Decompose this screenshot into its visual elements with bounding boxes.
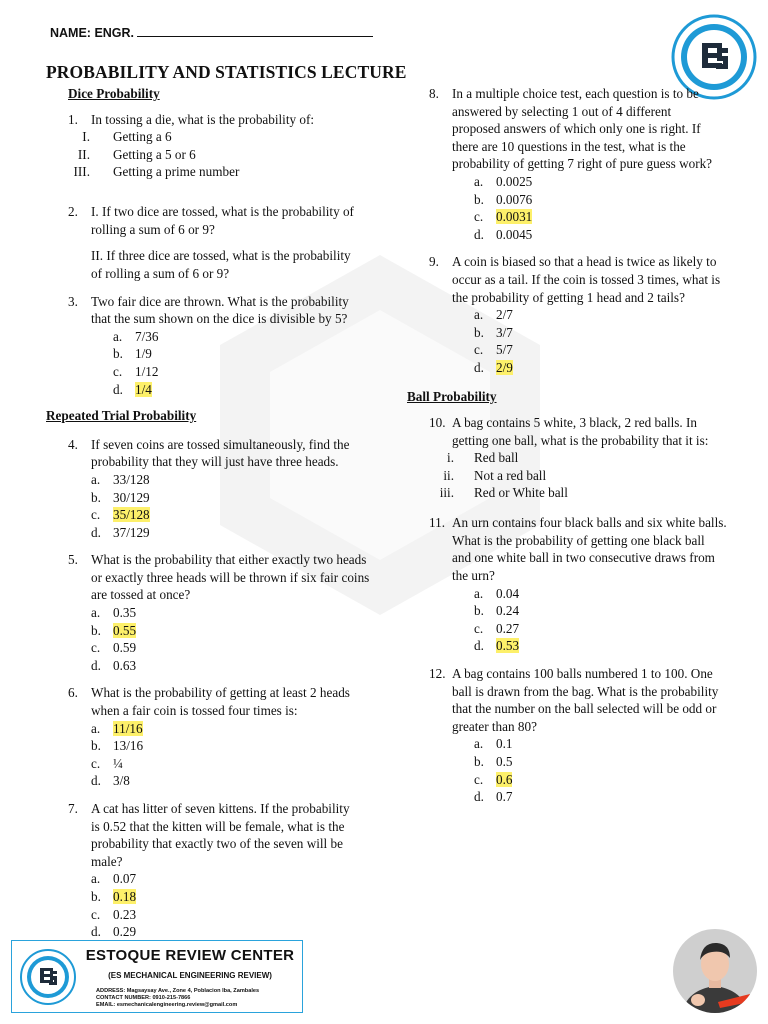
- question-3: 3. Two fair dice are thrown. What is the probability that the sum shown on the dice is divisible by 5? a. 7/36 b. 1/9 c. 1/12 d. 1/4: [46, 293, 369, 399]
- name-blank-line[interactable]: [137, 24, 373, 37]
- question-7: 7. A cat has litter of seven kittens. If the probability is 0.52 that the kitten will be female, what is the probability that exactly two of the seven will be male? a. 0.07 b. 0.18 c. 0.23 d. 0.29: [46, 800, 356, 941]
- section-dice-probability: Dice Probability: [68, 86, 160, 101]
- option-b[interactable]: b. 0.5: [474, 754, 513, 769]
- es-footer-logo-icon: [20, 949, 76, 1005]
- option-d[interactable]: d. 0.63: [91, 657, 137, 673]
- email: EMAIL: esmechanicalengineering.review@gmail.com: [96, 1001, 238, 1008]
- question-1-items: I. Getting a 6 II. Getting a 5 or 6 III. Getting a prime number: [73, 129, 240, 180]
- highlighted-answer: 0.18: [113, 888, 137, 904]
- question-9: 9. A coin is biased so that a head is twice as likely to occur as a tail. If the coin is tossed 3 times, what is the probability of getting 1 head and 2 tails? a. 2/7 b. 3/7 c. 5/7 d. 2/9: [407, 253, 727, 376]
- option-c[interactable]: c. 0.59: [91, 640, 137, 656]
- contact-number: CONTACT NUMBER: 0910-215-7866: [96, 994, 191, 1001]
- option-d[interactable]: d. 3/8: [91, 773, 130, 789]
- option-a[interactable]: a. 2/7: [474, 307, 513, 323]
- center-subtitle: (ES MECHANICAL ENGINEERING REVIEW): [108, 970, 272, 980]
- option-a[interactable]: a. 0.04: [474, 585, 520, 601]
- address: ADDRESS: Magsaysay Ave., Zone 4, Poblacion Iba, Zambales: [96, 988, 260, 995]
- question-text: A bag contains 5 white, 3 black, 2 red balls. In getting one ball, what is the probability that it is:: [452, 415, 709, 448]
- highlighted-answer: 11/16: [113, 720, 143, 736]
- option-a[interactable]: a. 0.07: [91, 871, 137, 887]
- question-text: What is the probability that either exactly two heads or exactly three heads will be thrown if six fair coins are tossed at once?: [91, 552, 370, 603]
- option-a[interactable]: a. 0.0025: [474, 173, 533, 189]
- option-c[interactable]: c. ¼: [91, 755, 123, 771]
- option-c[interactable]: c. 1/12: [113, 363, 159, 379]
- question-text: A bag contains 100 balls numbered 1 to 100. One ball is drawn from the bag. What is the probability that the number on the ball selected will be odd or greater than 80?: [452, 666, 719, 734]
- highlighted-answer: 35/128: [113, 507, 150, 523]
- option-d[interactable]: d. 0.29: [91, 924, 137, 940]
- option-b[interactable]: b. 0.18: [91, 888, 137, 904]
- question-4: 4. If seven coins are tossed simultaneously, find the probability that they will just have three heads. a. 33/128 b. 30/129 c. 35/128 d. 37/129: [68, 436, 350, 540]
- question-text: An urn contains four black balls and six white balls. What is the probability of getting one black ball and one white ball in two consecutive draws from the urn?: [452, 515, 727, 584]
- option-d[interactable]: d. 0.53: [474, 638, 520, 654]
- question-5: 5. What is the probability that either exactly two heads or exactly three heads will be thrown if six fair coins are tossed at once? a. 0.35 b. 0.55 c. 0.59 d. 0.63: [68, 552, 370, 673]
- name-field: NAME: ENGR.: [50, 24, 373, 43]
- question-10: 10. A bag contains 5 white, 3 black, 2 red balls. In getting one ball, what is the probability that it is:: [407, 414, 727, 449]
- question-text: In tossing a die, what is the probability of:: [91, 111, 315, 127]
- left-column: [46, 85, 376, 941]
- option-a[interactable]: a. 0.1: [474, 736, 513, 752]
- question-text: If seven coins are tossed simultaneously, find the probability that they will just have three heads.: [91, 436, 350, 470]
- question-11: 11. An urn contains four black balls and six white balls. What is the probability of getting one black ball and one white ball in two consecutive draws from the urn? a. 0.04 b. 0.24 c. 0.27 d. 0.53: [429, 515, 727, 654]
- option-c[interactable]: c. 0.23: [91, 906, 137, 922]
- option-c[interactable]: c. 0.0031: [474, 209, 533, 225]
- section-repeated-trial-probability: Repeated Trial Probability: [46, 408, 197, 424]
- option-b[interactable]: b. 1/9: [113, 346, 152, 362]
- right-column: [407, 85, 727, 806]
- option-b[interactable]: b. 3/7: [474, 324, 513, 340]
- option-a[interactable]: a. 0.35: [91, 605, 137, 621]
- option-d[interactable]: d. 0.7: [474, 789, 513, 805]
- highlighted-answer: 0.53: [496, 638, 520, 654]
- option-c[interactable]: c. 35/128: [91, 507, 150, 523]
- highlighted-answer: 0.0031: [496, 209, 533, 225]
- page-title: PROBABILITY AND STATISTICS LECTURE: [46, 62, 407, 82]
- option-a[interactable]: a. 33/128: [91, 471, 150, 487]
- question-text: What is the probability of getting at least 2 heads when a fair coin is tossed four times is:: [91, 685, 350, 719]
- question-1: 1. In tossing a die, what is the probability of:: [46, 111, 376, 129]
- option-b[interactable]: b. 30/129: [91, 489, 150, 505]
- question-2: 2. I. If two dice are tossed, what is the probability of rolling a sum of 6 or 9? II. If three dice are tossed, what is the probability of rolling a sum of 6 or 9?: [46, 203, 356, 282]
- option-d[interactable]: d. 1/4: [113, 381, 152, 397]
- option-c[interactable]: c. 0.27: [474, 620, 520, 636]
- question-text: A cat has litter of seven kittens. If the probability is 0.52 that the kitten will be female, what is the probability that exactly two of the seven will be male?: [91, 801, 350, 869]
- option-a[interactable]: a. 11/16: [91, 720, 143, 736]
- highlighted-answer: 2/9: [496, 359, 513, 375]
- question-text: In a multiple choice test, each question is to be answered by selecting 1 out of 4 different proposed answers of which only one is right. If there are 10 questions in the test, what is the probability of getting 7 right of pure guess work?: [452, 86, 713, 172]
- center-name: ESTOQUE REVIEW CENTER: [85, 947, 295, 964]
- question-text: Two fair dice are thrown. What is the probability that the sum shown on the dice is divisible by 5?: [91, 293, 349, 327]
- option-b[interactable]: b. 0.24: [474, 603, 520, 619]
- option-b[interactable]: b. 0.55: [91, 622, 137, 638]
- highlighted-answer: 1/4: [135, 381, 152, 397]
- highlighted-answer: 0.55: [113, 622, 137, 638]
- section-ball-probability: Ball Probability: [407, 388, 497, 404]
- option-a[interactable]: a. 7/36: [113, 328, 159, 344]
- option-d[interactable]: d. 0.0045: [474, 226, 533, 242]
- review-center-footer: [11, 940, 303, 1013]
- question-6: 6. What is the probability of getting at least 2 heads when a fair coin is tossed four times is: a. 11/16 b. 13/16 c. ¼ d. 3/8: [46, 684, 371, 790]
- option-b[interactable]: b. 13/16: [91, 738, 144, 754]
- option-d[interactable]: d. 2/9: [474, 359, 513, 375]
- question-8: 8. In a multiple choice test, each question is to be answered by selecting 1 out of 4 different proposed answers of which only one is right. If there are 10 questions in the test, what is the probability of getting 7 right of pure guess work? a. 0.0025 b. 0.0076 c. 0.0031 d. 0.0045: [407, 85, 722, 243]
- highlighted-answer: 0.6: [496, 771, 513, 787]
- question-12: 12. A bag contains 100 balls numbered 1 to 100. One ball is drawn from the bag. What is the probability that the number on the ball selected will be odd or greater than 80? a. 0.1 b. 0.5 c. 0.6 d. 0.7: [407, 665, 724, 806]
- question-text-2: II. If three dice are tossed, what is the probability of rolling a sum of 6 or 9?: [91, 248, 351, 281]
- presenter-avatar: [672, 928, 758, 1014]
- option-c[interactable]: c. 0.6: [474, 771, 513, 787]
- question-text: I. If two dice are tossed, what is the probability of rolling a sum of 6 or 9?: [91, 204, 354, 237]
- question-10-items: i. Red ball ii. Not a red ball iii. Red or White ball: [439, 450, 568, 501]
- option-d[interactable]: d. 37/129: [91, 524, 150, 540]
- option-c[interactable]: c. 5/7: [474, 342, 513, 358]
- question-text: A coin is biased so that a head is twice as likely to occur as a tail. If the coin is tossed 3 times, what is the probability of getting 1 head and 2 tails?: [452, 254, 721, 305]
- option-b[interactable]: b. 0.0076: [474, 191, 533, 207]
